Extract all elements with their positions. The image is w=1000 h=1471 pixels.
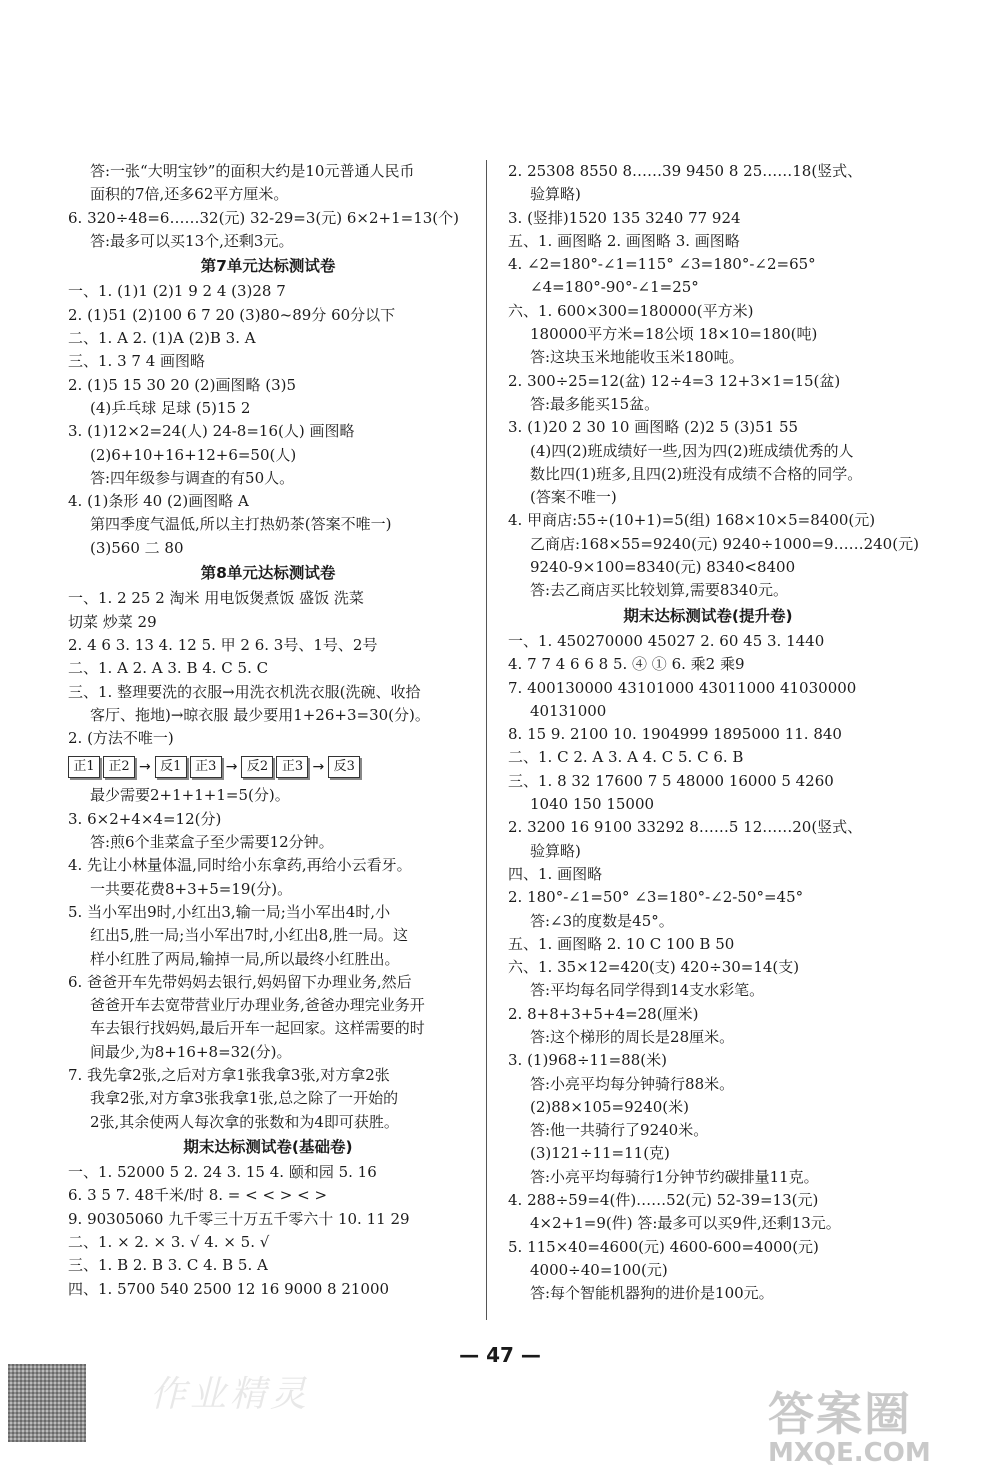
answer-line: 乙商店:168×55=9240(元) 9240÷1000=9……240(元) [530, 534, 919, 553]
answer-line: 二、1. A 2. (1)A (2)B 3. A [68, 329, 256, 348]
answer-line: 9. 90305060 九千零三十万五千零六十 10. 11 29 [68, 1209, 410, 1228]
answer-line: 4. 7 7 4 6 6 8 5. ④ ① 6. 乘2 乘9 [508, 655, 745, 674]
answer-line: 红出5,胜一局;当小军出7时,小红出8,胜一局。这 [90, 926, 408, 945]
answer-line: 4. 288÷59=4(件)……52(元) 52-39=13(元) [508, 1191, 819, 1210]
answer-line: (3)560 二 80 [90, 538, 184, 557]
watermark-title: 答案圈 [768, 1387, 912, 1441]
answer-line: 三、1. 整理要洗的衣服→用洗衣机洗衣服(洗碗、收拾 [68, 682, 421, 701]
flow-box: 反3 [328, 756, 360, 778]
answer-line: 一、1. 2 25 2 淘米 用电饭煲煮饭 盛饭 洗菜 [68, 589, 364, 608]
answer-line: 2. 25308 8550 8……39 9450 8 25……18(竖式、 [508, 162, 863, 180]
answer-line: 2. (方法不唯一) [68, 729, 174, 748]
answer-line: 5. 115×40=4600(元) 4600-600=4000(元) [508, 1237, 819, 1256]
section-heading: 第7单元达标测试卷 [200, 257, 336, 276]
answer-line: 4. (1)条形 40 (2)画图略 A [68, 492, 249, 511]
answer-line: ∠4=180°-90°-∠1=25° [530, 278, 699, 297]
answer-line: 四、1. 画图略 [508, 864, 603, 883]
answer-line: 最少需要2+1+1+1=5(分)。 [90, 786, 290, 805]
answer-line: 二、1. C 2. A 3. A 4. C 5. C 6. B [508, 748, 744, 767]
answer-line: 爸爸开车去宽带营业厅办理业务,爸爸办理完业务开 [90, 996, 425, 1015]
flow-box: 正1 [68, 756, 100, 778]
answer-line: 答:平均每名同学得到14支水彩笔。 [530, 981, 765, 1000]
answer-line: 六、1. 600×300=180000(平方米) [508, 301, 754, 320]
answer-line: (4)乒乓球 足球 (5)15 2 [90, 398, 251, 417]
answer-line: 我拿2张,对方拿3张我拿1张,总之除了一开始的 [90, 1089, 399, 1108]
answer-line: 二、1. A 2. A 3. B 4. C 5. C [68, 659, 269, 678]
answer-line: 答:这块玉米地能收玉米180吨。 [530, 348, 744, 367]
answer-line: 六、1. 35×12=420(支) 420÷30=14(支) [508, 958, 800, 977]
answer-line: 40131000 [530, 701, 607, 720]
qr-code-image [8, 1364, 86, 1442]
answer-line: 答:煎6个韭菜盒子至少需要12分钟。 [90, 833, 334, 852]
section-heading: 期末达标测试卷(基础卷) [183, 1137, 353, 1156]
section-heading: 第8单元达标测试卷 [200, 564, 336, 583]
answer-line: 1040 150 15000 [530, 795, 655, 814]
flow-box: 反2 [241, 756, 273, 778]
answer-line: 2. 8+8+3+5+4=28(厘米) [508, 1004, 699, 1023]
section-heading: 期末达标测试卷(提升卷) [623, 606, 793, 625]
watermark-url: MXQE.COM [768, 1438, 931, 1468]
answer-line: (答案不唯一) [530, 488, 617, 507]
answer-line: 2. (1)51 (2)100 6 7 20 (3)80~89分 60分以下 [68, 305, 396, 324]
answer-line: 4. 甲商店:55÷(10+1)=5(组) 168×10×5=8400(元) [508, 511, 876, 530]
arrow-right-icon: → [225, 759, 238, 776]
answer-line: 答:四年级参与调查的有50人。 [90, 468, 295, 487]
page-number: — 47 — [459, 1343, 541, 1367]
brand-logo: 作业精灵 [150, 1374, 311, 1415]
answer-line: 6. 爸爸开车先带妈妈去银行,妈妈留下办理业务,然后 [68, 972, 412, 991]
answer-line: 2. 4 6 3. 13 4. 12 5. 甲 2 6. 3号、1号、2号 [68, 635, 378, 654]
answer-line: 3. (1)968÷11=88(米) [508, 1051, 667, 1070]
answer-line: 180000平方米=18公顷 18×10=180(吨) [530, 325, 818, 344]
answer-line: 7. 400130000 43101000 43011000 41030000 [508, 678, 857, 697]
answer-line: 样小红胜了两局,输掉一局,所以最终小红胜出。 [90, 949, 400, 968]
answer-line: 2. 180°-∠1=50° ∠3=180°-∠2-50°=45° [508, 888, 804, 907]
answer-line: 2. 3200 16 9100 33292 8……5 12……20(竖式、 [508, 818, 863, 837]
answer-line: 4. ∠2=180°-∠1=115° ∠3=180°-∠2=65° [508, 255, 816, 274]
answer-line: 间最少,为8+16+8=32(分)。 [90, 1042, 292, 1061]
answer-line: 4000÷40=100(元) [530, 1260, 668, 1279]
answer-line: 答:他一共骑行了9240米。 [530, 1121, 709, 1140]
answer-line: 4. 先让小林量体温,同时给小东拿药,再给小云看牙。 [68, 856, 412, 875]
column-divider [486, 160, 487, 1320]
answer-line: 一、1. (1)1 (2)1 9 2 4 (3)28 7 [68, 282, 286, 301]
answer-line: (4)四(2)班成绩好一些,因为四(2)班成绩优秀的人 [530, 441, 854, 460]
answer-line: 客厅、拖地)→晾衣服 最少要用1+26+3=30(分)。 [90, 705, 430, 724]
answer-line: (2)6+10+16+12+6=50(人) [90, 445, 297, 464]
answer-line: (3)121÷11=11(克) [530, 1144, 670, 1163]
answer-line: 答:最多能买15盆。 [530, 394, 660, 413]
answer-line: 2张,其余使两人每次拿的张数和为4即可获胜。 [90, 1112, 399, 1131]
arrow-right-icon: → [312, 759, 325, 776]
answer-line: 验算略) [530, 185, 581, 204]
answer-line: 四、1. 5700 540 2500 12 16 9000 8 21000 [68, 1279, 390, 1298]
answer-line: 二、1. × 2. × 3. √ 4. × 5. √ [68, 1233, 270, 1252]
flow-box: 正2 [103, 756, 135, 778]
answer-line: 切菜 炒菜 29 [68, 612, 157, 631]
answer-line: 数比四(1)班多,且四(2)班没有成绩不合格的同学。 [530, 464, 863, 483]
flow-box: 正3 [190, 756, 222, 778]
answer-line: 3. 6×2+4×4=12(分) [68, 809, 222, 828]
answer-line: (2)88×105=9240(米) [530, 1097, 689, 1116]
answer-line: 6. 3 5 7. 48千米/时 8. = < < > < > [68, 1186, 328, 1205]
answer-line: 8. 15 9. 2100 10. 1904999 1895000 11. 840 [508, 725, 842, 744]
arrow-right-icon: → [139, 759, 151, 776]
watermark-logo [768, 1378, 998, 1468]
answer-line: 3. (1)20 2 30 10 画图略 (2)2 5 (3)51 55 [508, 418, 799, 437]
answer-line: 答:每个智能机器狗的进价是100元。 [530, 1284, 774, 1303]
answer-line: 2. (1)5 15 30 20 (2)画图略 (3)5 [68, 375, 297, 394]
answer-line: 车去银行找妈妈,最后开车一起回家。这样需要的时 [90, 1019, 425, 1038]
answer-line: 答:最多可以买13个,还剩3元。 [90, 231, 294, 250]
answer-line: 一共要花费8+3+5=19(分)。 [90, 879, 293, 898]
answer-line: 第四季度气温低,所以主打热奶茶(答案不唯一) [90, 515, 392, 534]
answer-line: 答:去乙商店买比较划算,需要8340元。 [530, 581, 788, 600]
answer-line: 2. 300÷25=12(盆) 12÷4=3 12+3×1=15(盆) [508, 371, 841, 390]
answer-line: 3. (1)12×2=24(人) 24-8=16(人) 画图略 [68, 422, 355, 441]
answer-line: 7. 我先拿2张,之后对方拿1张我拿3张,对方拿2张 [68, 1065, 390, 1084]
flow-box: 正3 [276, 756, 308, 778]
answer-line: 一、1. 52000 5 2. 24 3. 15 4. 颐和园 5. 16 [68, 1163, 377, 1182]
answer-line: 答:∠3的度数是45°。 [530, 911, 674, 930]
answer-line: 答:这个梯形的周长是28厘米。 [530, 1027, 735, 1046]
answer-line: 面积的7倍,还多62平方厘米。 [90, 185, 289, 204]
answer-line: 三、1. B 2. B 3. C 4. B 5. A [68, 1256, 268, 1275]
answer-line: 五、1. 画图略 2. 10 C 100 B 50 [508, 934, 735, 953]
answer-line: 答:小亮平均每分钟骑行88米。 [530, 1074, 735, 1093]
answer-line: 答:一张“大明宝钞”的面积大约是10元普通人民币 [90, 162, 415, 180]
answer-line: 5. 当小军出9时,小红出3,输一局;当小军出4时,小 [68, 902, 391, 921]
right-column [508, 160, 919, 1306]
answer-line: 一、1. 450270000 45027 2. 60 45 3. 1440 [508, 631, 825, 650]
answer-line: 3. (竖排)1520 135 3240 77 924 [508, 208, 741, 227]
left-column [68, 160, 468, 1301]
answer-line: 三、1. 3 7 4 画图略 [68, 352, 206, 371]
answer-line: 9240-9×100=8340(元) 8340<8400 [530, 558, 796, 577]
answer-line: 4×2+1=9(件) 答:最多可以买9件,还剩13元。 [530, 1214, 841, 1233]
answer-line: 验算略) [530, 841, 581, 860]
answer-line: 答:小亮平均每骑行1分钟节约碳排量11克。 [530, 1167, 819, 1186]
answer-line: 五、1. 画图略 2. 画图略 3. 画图略 [508, 231, 740, 250]
answer-line: 6. 320÷48=6……32(元) 32-29=3(元) 6×2+1=13(个) [68, 208, 459, 227]
answer-line: 三、1. 8 32 17600 7 5 48000 16000 5 4260 [508, 771, 834, 790]
flow-diagram [68, 750, 468, 784]
flow-box: 反1 [155, 756, 187, 778]
